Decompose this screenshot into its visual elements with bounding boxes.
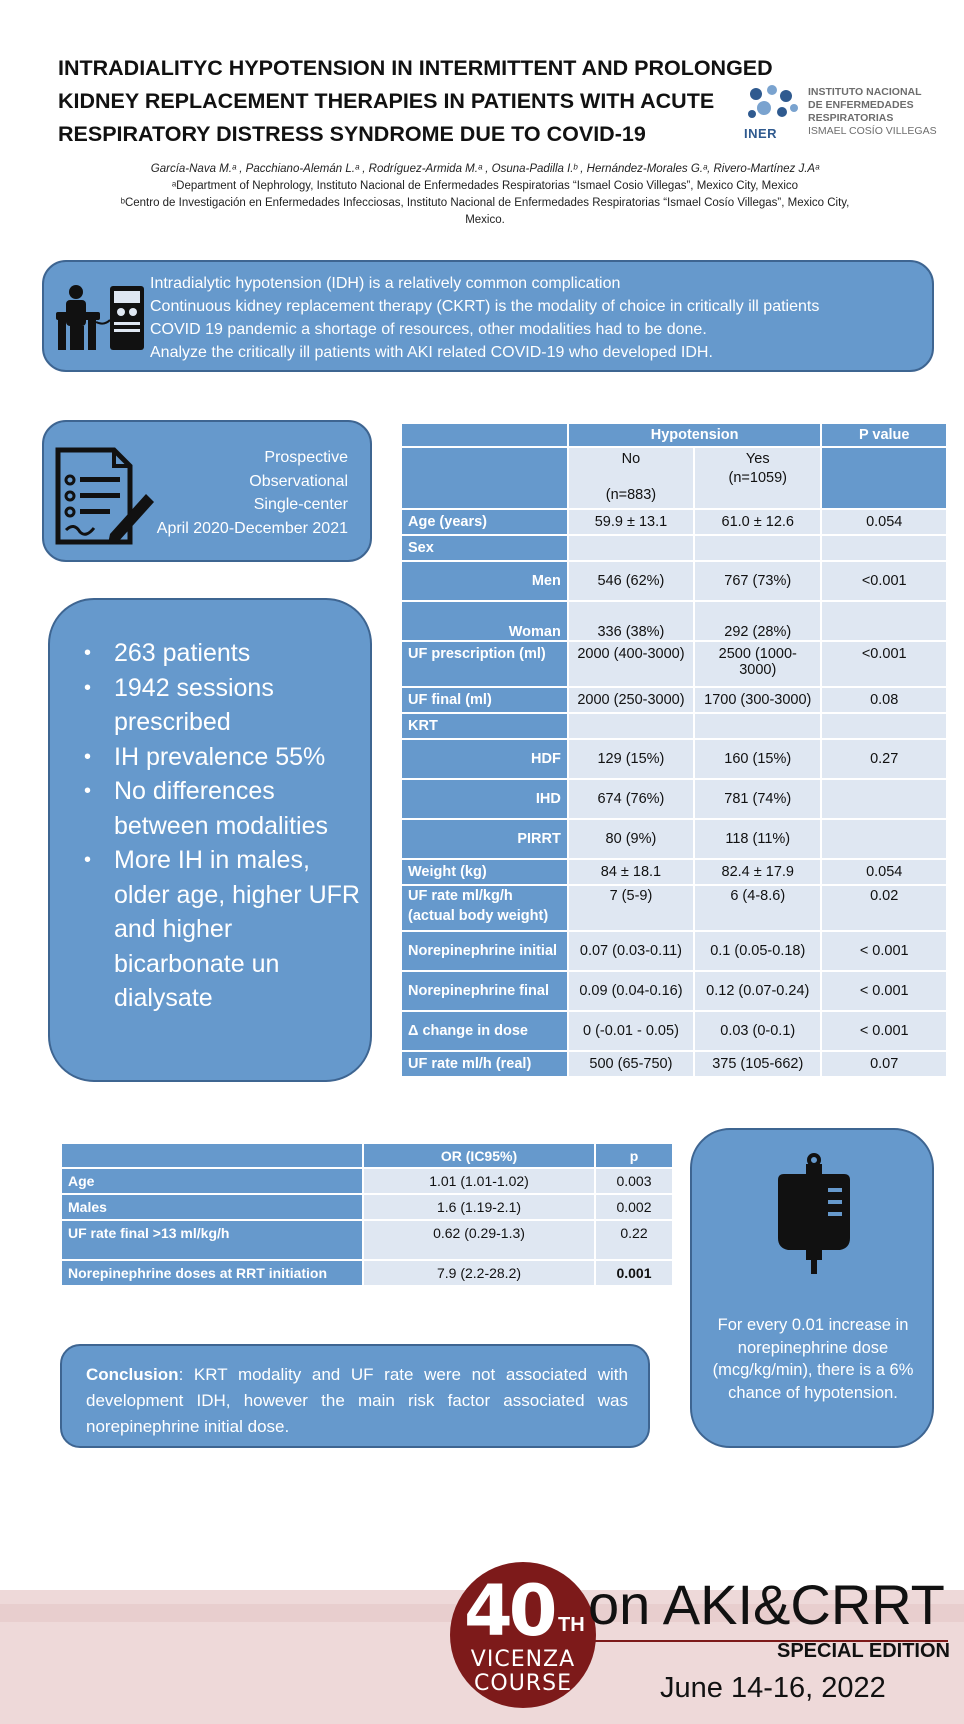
row-sublabel: IHD [402,780,567,818]
row-label: UF rate final >13 ml/kg/h [62,1221,362,1259]
column-no [569,448,693,508]
row-label: Sex [402,536,567,560]
row-label [402,886,567,930]
course-line-2: COURSE [474,1671,572,1696]
design-line: Prospective [264,449,348,466]
study-design-text [157,446,348,540]
institute-logo [742,84,942,144]
cell-p: 0.002 [596,1195,672,1219]
cell-p: 0.07 [822,1052,946,1076]
cell-yes: 160 (15%) [695,740,820,778]
cell-p: 0.003 [596,1169,672,1193]
or-header-p: p [596,1144,672,1167]
cell-no: 2000 (250-3000) [569,688,693,712]
iv-bag-icon [772,1152,856,1276]
conclusion-panel [60,1344,650,1448]
table-row [402,602,946,640]
result-bullet: • 263 patients [78,636,368,671]
logo-line-4: ISMAEL COSÍO VILLEGAS [808,125,937,137]
cell-yes: 6 (4-8.6) [695,886,820,930]
affiliation-a: ᵃDepartment of Nephrology, Instituto Nacional de Enfermedades Respiratorias “Ismael Cosio Villegas”, Mexico City, Mexico [171,180,799,192]
table-row [402,688,946,712]
table-row [62,1169,672,1193]
special-edition-label: SPECIAL EDITION [777,1640,950,1662]
cell-yes: 61.0 ± 12.6 [695,510,820,534]
logo-line-2: DE ENFERMEDADES [808,99,914,111]
table-row [402,510,946,534]
result-bullet: • IH prevalence 55% [78,740,368,775]
column-no-n: (n=883) [605,487,657,503]
or-header-blank [62,1144,362,1167]
cell-p: < 0.001 [822,932,946,970]
cell-no: 0.07 (0.03-0.11) [569,932,693,970]
cell-no: 500 (65-750) [569,1052,693,1076]
row-label: Norepinephrine final [402,972,567,1010]
row-sublabel: HDF [402,740,567,778]
cell-p: < 0.001 [822,1012,946,1050]
cell-no: 80 (9%) [569,820,693,858]
cell-yes: 0.1 (0.05-0.18) [695,932,820,970]
cell-p: 0.054 [822,510,946,534]
cell-or: 1.01 (1.01-1.02) [364,1169,594,1193]
results-list [78,636,368,1016]
row-label-line-1: UF rate ml/kg/h [408,888,513,904]
row-sublabel: Woman [402,602,567,640]
vicenza-course-logo [450,1562,596,1708]
table-row [62,1221,672,1259]
cell-p: < 0.001 [822,972,946,1010]
cell-yes: 781 (74%) [695,780,820,818]
result-bullet: • 1942 sessions prescribed [78,671,368,740]
cell-yes: 118 (11%) [695,820,820,858]
title-line-3: RESPIRATORY DISTRESS SYNDROME DUE TO COVID-19 [58,122,646,146]
cell-yes: 375 (105-662) [695,1052,820,1076]
result-bullet: • More IH in males, older age, higher UFR and higher bicarbonate un dialysate [78,843,368,1016]
cell-empty [822,714,946,738]
cell-empty [695,536,820,560]
cell-yes: 767 (73%) [695,562,820,600]
row-label: UF prescription (ml) [402,642,567,686]
edition-suffix: TH [558,1614,585,1636]
affiliation-b-cont: Mexico. [465,214,505,226]
cell-empty [822,536,946,560]
cell-yes: 82.4 ± 17.9 [695,860,820,884]
conclusion-label: Conclusion [86,1365,179,1384]
cell-or: 0.62 (0.29-1.3) [364,1221,594,1259]
results-panel [48,598,372,1082]
odds-ratio-table [60,1142,674,1287]
cell-yes: 0.12 (0.07-0.24) [695,972,820,1010]
cell-empty [569,714,693,738]
cell-or: 1.6 (1.19-2.1) [364,1195,594,1219]
cell-yes: 1700 (300-3000) [695,688,820,712]
row-label: Δ change in dose [402,1012,567,1050]
table-row [402,932,946,970]
norepinephrine-text: For every 0.01 increase in norepinephrine dose (mcg/kg/min), there is a 6% chance of hypotension. [712,1316,914,1402]
cell-p: 0.001 [596,1261,672,1285]
table-header-blank [402,424,567,446]
cell-yes: 2500 (1000-3000) [695,642,820,686]
intro-line: Intradialytic hypotension (IDH) is a relatively common complication [150,275,621,292]
table-row [402,562,946,600]
or-header: OR (IC95%) [364,1144,594,1167]
cell-no: 2000 (400-3000) [569,642,693,686]
row-label: Age [62,1169,362,1193]
cell-no: 674 (76%) [569,780,693,818]
cell-p: 0.27 [822,740,946,778]
cell-no: 546 (62%) [569,562,693,600]
cell-p: 0.22 [596,1221,672,1259]
cell-p [822,602,946,640]
cell-empty [569,536,693,560]
cell-yes: 292 (28%) [695,602,820,640]
table-row [62,1261,672,1285]
logo-text [808,86,937,138]
affiliation-b: ᵇCentro de Investigación en Enfermedades Infecciosas, Instituto Nacional de Enfermedades Respiratorias “Ismael Cosío Villegas”, Mexico City, [120,197,850,209]
row-label-line-2: (actual body weight) [408,908,549,924]
logo-line-3: RESPIRATORIAS [808,112,894,124]
norepinephrine-panel [690,1128,934,1448]
table-header-blank [402,448,567,508]
row-sublabel: Men [402,562,567,600]
cell-no: 59.9 ± 13.1 [569,510,693,534]
title-line-2: KIDNEY REPLACEMENT THERAPIES IN PATIENTS WITH ACUTE [58,89,715,113]
table-row [402,886,946,930]
table-row [402,536,946,560]
intro-line: Continuous kidney replacement therapy (CKRT) is the modality of choice in critically ill patients [150,298,820,315]
event-name: on AKI&CRRT [588,1573,945,1636]
introduction-text [150,272,920,364]
cell-p [822,820,946,858]
checklist-icon [50,442,158,554]
course-line-1: VICENZA [470,1647,576,1672]
row-label: UF rate ml/h (real) [402,1052,567,1076]
cell-no: 0 (-0.01 - 0.05) [569,1012,693,1050]
cell-no: 129 (15%) [569,740,693,778]
logo-abbreviation: INER [744,126,778,141]
cell-no: 336 (38%) [569,602,693,640]
cell-p: <0.001 [822,562,946,600]
row-label: Norepinephrine doses at RRT initiation [62,1261,362,1285]
cell-p: 0.054 [822,860,946,884]
row-label: Weight (kg) [402,860,567,884]
table-row [402,714,946,738]
column-yes-label: Yes [745,451,770,467]
table-header-blank [822,448,946,508]
title-line-1: INTRADIALITYC HYPOTENSION IN INTERMITTENT AND PROLONGED [58,56,773,80]
author-names: García-Nava M.ᵃ , Pacchiano-Alemán L.ᵃ , Rodríguez-Armida M.ᵃ , Osuna-Padilla I.ᵇ , Hernández-Morales G.ᵃ, Rivero-Martínez J.Aᵃ [150,163,820,175]
cell-no: 0.09 (0.04-0.16) [569,972,693,1010]
table-row [402,820,946,858]
table-row [402,860,946,884]
intro-line: COVID 19 pandemic a shortage of resources, other modalities had to be done. [150,321,707,338]
row-label: Age (years) [402,510,567,534]
intro-line: Analyze the critically ill patients with AKI related COVID-19 who developed IDH. [150,344,713,361]
cell-p: 0.02 [822,886,946,930]
cell-empty [695,714,820,738]
row-label: Norepinephrine initial [402,932,567,970]
table-row [402,740,946,778]
table-row [62,1195,672,1219]
table-header-pvalue: P value [822,424,946,446]
conclusion-text [86,1362,628,1440]
design-line: Observational [249,472,348,490]
row-label: UF final (ml) [402,688,567,712]
column-yes-n: (n=1059) [728,470,787,486]
table-row [402,972,946,1010]
cell-or: 7.9 (2.2-28.2) [364,1261,594,1285]
cell-yes: 0.03 (0-0.1) [695,1012,820,1050]
cell-p [822,780,946,818]
cell-no: 84 ± 18.1 [569,860,693,884]
edition-number: 40 [464,1570,554,1652]
table-row [402,1012,946,1050]
result-bullet: • No differences between modalities [78,774,368,843]
event-dates: June 14-16, 2022 [660,1672,886,1704]
authors-block [60,161,910,229]
study-design-panel [42,420,372,562]
design-line: April 2020-December 2021 [156,519,348,537]
design-line: Single-center [253,496,348,513]
row-sublabel: PIRRT [402,820,567,858]
introduction-panel [42,260,934,372]
characteristics-table [400,422,948,1078]
row-label: KRT [402,714,567,738]
column-no-label: No [621,451,641,467]
cell-p: 0.08 [822,688,946,712]
table-header-hypotension: Hypotension [569,424,821,446]
table-row [402,1052,946,1076]
row-label: Males [62,1195,362,1219]
table-row [402,642,946,686]
logo-line-1: INSTITUTO NACIONAL [808,86,922,98]
cell-no: 7 (5-9) [569,886,693,930]
conclusion-body: : KRT modality and UF rate were not associated with development IDH, however the main risk factor associated was norepinephrine initial dose. [86,1365,628,1436]
cell-p: <0.001 [822,642,946,686]
column-yes [695,448,820,508]
table-row [402,780,946,818]
